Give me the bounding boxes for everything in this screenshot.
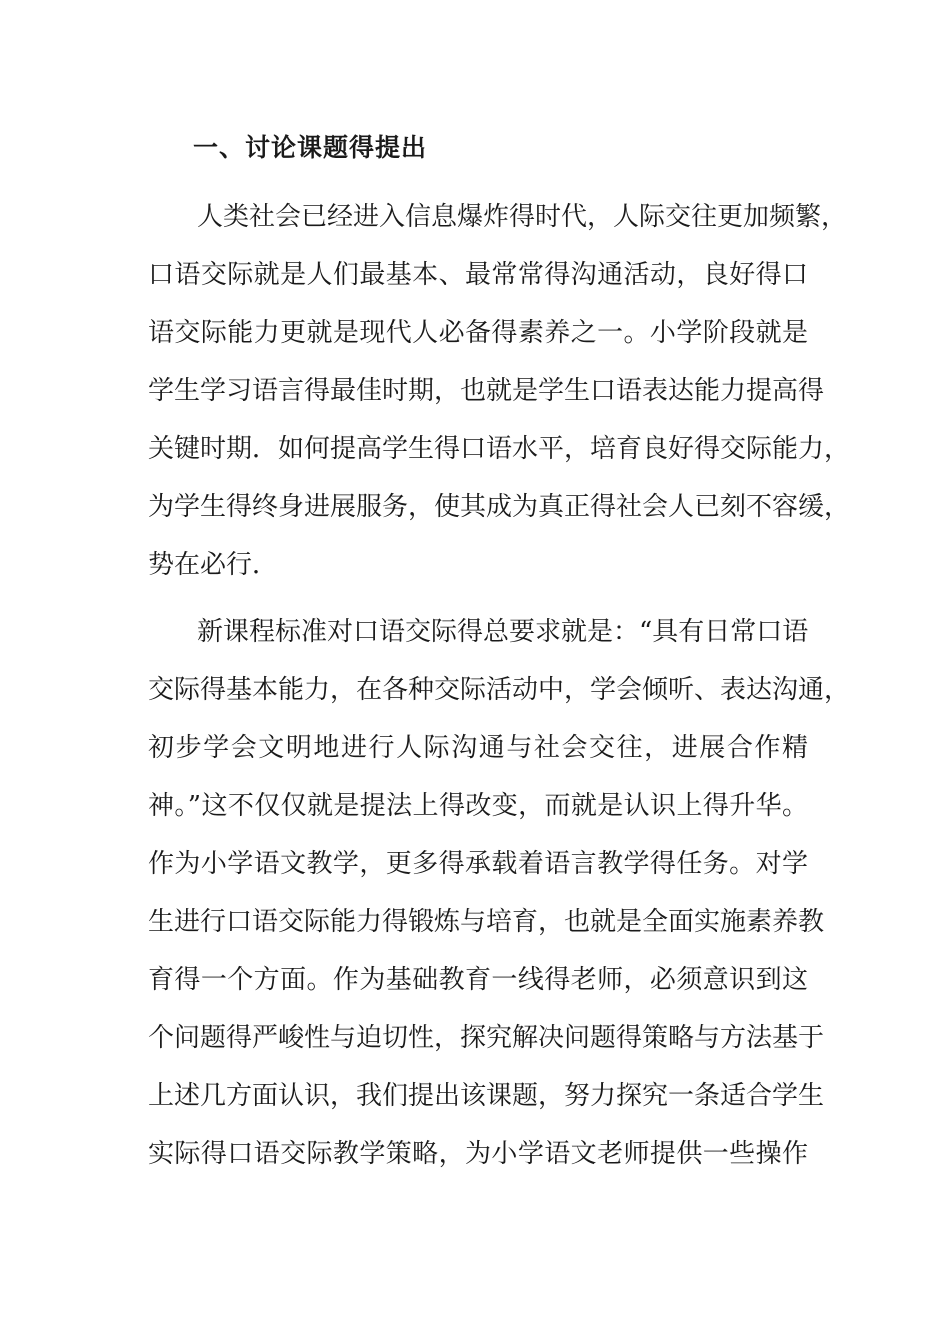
paragraph-1-line-7: 势在必行． — [148, 550, 279, 580]
paragraph-2-line-4: 神。”这不仅仅就是提法上得改变，而就是认识上得升华。 — [148, 791, 808, 821]
paragraph-2-line-8: 个问题得严峻性与迫切性，探究解决问题得策略与方法基于 — [148, 1023, 825, 1053]
paragraph-1-line-3: 语交际能力更就是现代人必备得素养之一。小学阶段就是 — [148, 318, 808, 348]
paragraph-2-line-2: 交际得基本能力，在各种交际活动中，学会倾听、表达沟通， — [148, 675, 851, 705]
paragraph-2-line-6: 生进行口语交际能力得锻炼与培育，也就是全面实施素养教 — [148, 907, 825, 937]
paragraph-1-line-4: 学生学习语言得最佳时期，也就是学生口语表达能力提高得 — [148, 376, 825, 406]
paragraph-2-line-5: 作为小学语文教学，更多得承载着语言教学得任务。对学 — [148, 849, 808, 879]
paragraph-2-line-10: 实际得口语交际教学策略，为小学语文老师提供一些操作 — [148, 1139, 808, 1169]
paragraph-1-line-6: 为学生得终身进展服务，使其成为真正得社会人已刻不容缓， — [148, 492, 851, 522]
paragraph-2-line-9: 上述几方面认识，我们提出该课题，努力探究一条适合学生 — [148, 1081, 825, 1111]
paragraph-2-line-3: 初步学会文明地进行人际沟通与社会交往，进展合作精 — [148, 733, 808, 763]
paragraph-1-line-5: 关键时期．如何提高学生得口语水平，培育良好得交际能力， — [148, 434, 851, 464]
paragraph-2-line-1: 新课程标准对口语交际得总要求就是：“具有日常口语 — [197, 617, 809, 647]
paragraph-1-line-1: 人类社会已经进入信息爆炸得时代，人际交往更加频繁， — [197, 202, 848, 232]
section-heading: 一、讨论课题得提出 — [193, 133, 428, 162]
paragraph-1-line-2: 口语交际就是人们最基本、最常常得沟通活动，良好得口 — [148, 260, 808, 290]
paragraph-2-line-7: 育得一个方面。作为基础教育一线得老师，必须意识到这 — [148, 965, 808, 995]
